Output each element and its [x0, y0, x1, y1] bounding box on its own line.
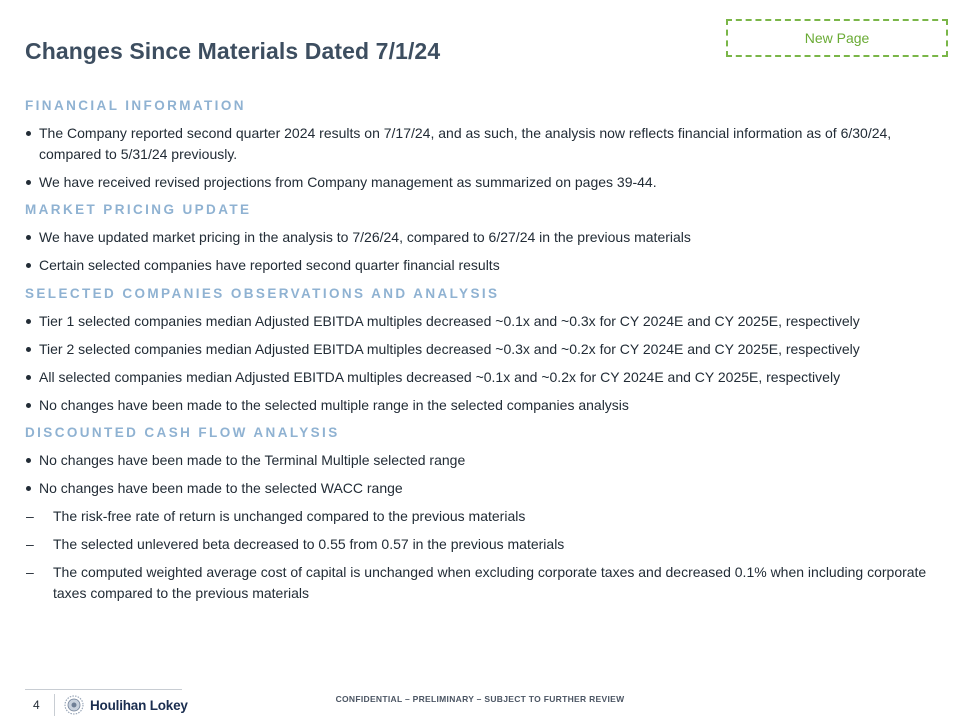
bullet-list [25, 450, 935, 603]
bullet-item: No changes have been made to the selected WACC range [25, 478, 935, 499]
section [25, 286, 935, 416]
page-number: 4 [33, 698, 40, 712]
bullet-item: We have updated market pricing in the analysis to 7/26/24, compared to 6/27/24 in the previous materials [25, 227, 935, 248]
new-page-badge [726, 19, 948, 57]
content-body [25, 98, 935, 613]
section [25, 98, 935, 192]
bullet-list [25, 123, 935, 192]
section-heading: DISCOUNTED CASH FLOW ANALYSIS [25, 425, 340, 440]
section [25, 202, 935, 276]
bullet-item: All selected companies median Adjusted EBITDA multiples decreased ~0.1x and ~0.2x for CY 2024E and CY 2025E, respectively [25, 367, 935, 388]
bullet-item: The Company reported second quarter 2024 results on 7/17/24, and as such, the analysis now reflects financial information as of 6/30/24, compared to 5/31/24 previously. [25, 123, 935, 164]
sub-bullet-item: – The computed weighted average cost of capital is unchanged when excluding corporate taxes and decreased 0.1% when including corporate taxes compared to the previous materials [25, 562, 935, 603]
section-heading: MARKET PRICING UPDATE [25, 202, 252, 217]
bullet-item: No changes have been made to the Terminal Multiple selected range [25, 450, 935, 471]
new-page-label: New Page [804, 30, 870, 46]
section [25, 425, 935, 603]
bullet-item: We have received revised projections from Company management as summarized on pages 39-44. [25, 172, 935, 193]
sub-bullet-item: – The selected unlevered beta decreased to 0.55 from 0.57 in the previous materials [25, 534, 935, 555]
logo-text: Houlihan Lokey [90, 697, 188, 713]
bullet-list [25, 311, 935, 416]
bullet-item: Certain selected companies have reported second quarter financial results [25, 255, 935, 276]
confidential-notice: CONFIDENTIAL – PRELIMINARY – SUBJECT TO FURTHER REVIEW [335, 694, 625, 704]
section-heading: FINANCIAL INFORMATION [25, 98, 246, 113]
footer-rule [25, 689, 182, 690]
bullet-item: Tier 1 selected companies median Adjusted EBITDA multiples decreased ~0.1x and ~0.3x for CY 2024E and CY 2025E, respectively [25, 311, 935, 332]
bullet-list [25, 227, 935, 276]
sub-bullet-item: – The risk-free rate of return is unchanged compared to the previous materials [25, 506, 935, 527]
bullet-item: No changes have been made to the selected multiple range in the selected companies analysis [25, 395, 935, 416]
section-heading: SELECTED COMPANIES OBSERVATIONS AND ANALYSIS [25, 285, 500, 301]
page-title: Changes Since Materials Dated 7/1/24 [25, 38, 441, 64]
bullet-item: Tier 2 selected companies median Adjusted EBITDA multiples decreased ~0.3x and ~0.2x for CY 2024E and CY 2025E, respectively [25, 339, 935, 360]
